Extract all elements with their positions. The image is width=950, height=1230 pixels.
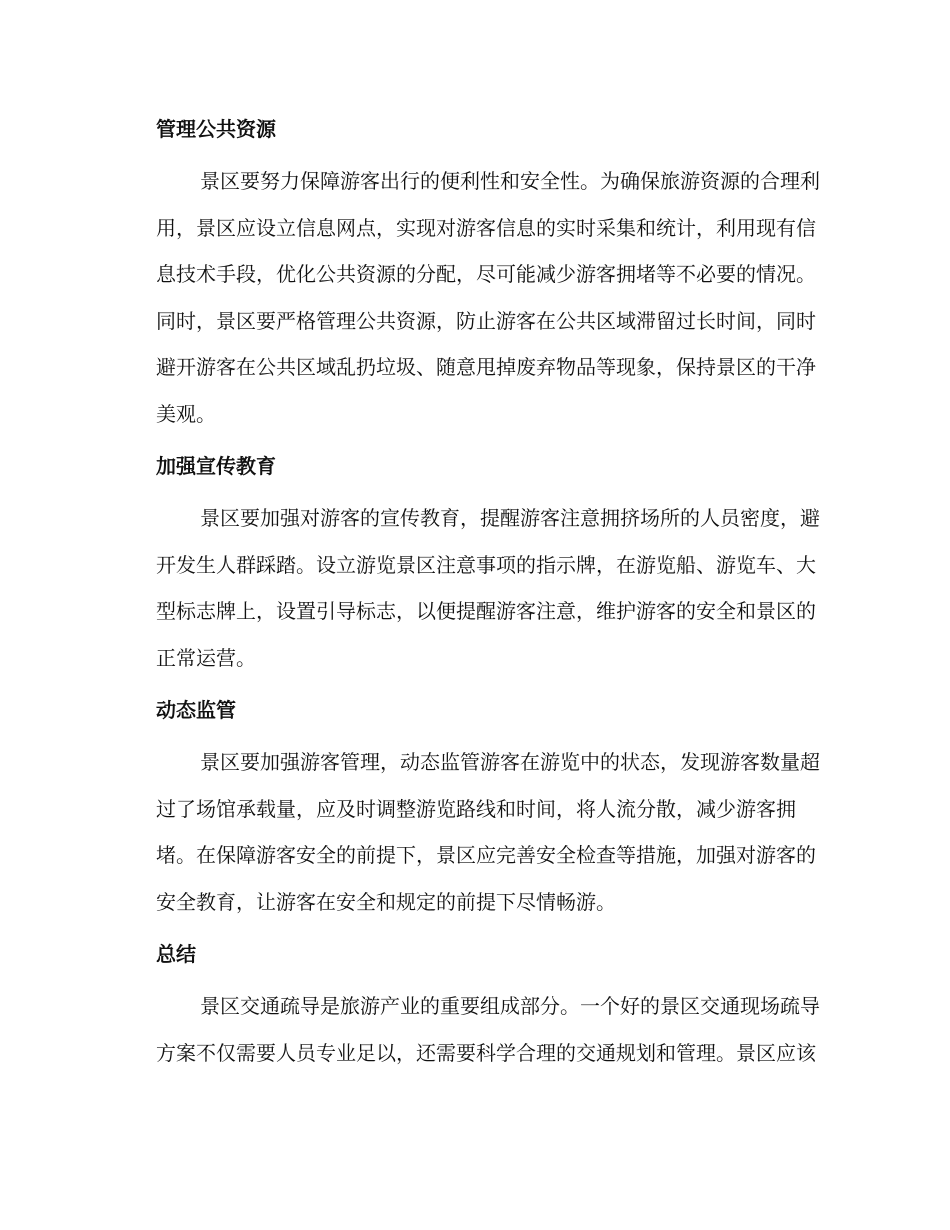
paragraph-dynamic-supervision — [112, 739, 830, 925]
paragraph-line: 息技术手段，优化公共资源的分配，尽可能减少游客拥堵等不必要的情况。 — [156, 262, 816, 286]
paragraph-line: 开发生人群踩踏。设立游览景区注意事项的指示牌，在游览船、游览车、大 — [156, 552, 816, 577]
document-page — [112, 104, 830, 1076]
paragraph-line: 方案不仅需要人员专业足以，还需要科学合理的交通规划和管理。景区应该 — [156, 1040, 816, 1065]
paragraph-summary — [112, 983, 830, 1076]
paragraph-line: 景区要加强游客管理，动态监管游客在游览中的状态，发现游客数量超 — [200, 750, 820, 774]
paragraph-public-resources — [112, 158, 830, 437]
paragraph-line: 美观。 — [156, 401, 216, 426]
section-heading-public-resources: 管理公共资源 — [156, 117, 276, 141]
paragraph-line: 景区交通疏导是旅游产业的重要组成部分。一个好的景区交通现场疏导 — [200, 994, 820, 1018]
paragraph-line: 景区要加强对游客的宣传教育，提醒游客注意拥挤场所的人员密度，避 — [200, 506, 820, 530]
section-heading-summary: 总结 — [156, 942, 196, 966]
section-heading-dynamic-supervision: 动态监管 — [156, 698, 236, 722]
paragraph-line: 堵。在保障游客安全的前提下，景区应完善安全检查等措施，加强对游客的 — [156, 843, 816, 867]
paragraph-line: 过了场馆承载量，应及时调整游览路线和时间，将人流分散，减少游客拥 — [156, 796, 796, 821]
paragraph-line: 景区要努力保障游客出行的便利性和安全性。为确保旅游资源的合理利 — [200, 169, 820, 193]
paragraph-line: 安全教育，让游客在安全和规定的前提下尽情畅游。 — [156, 889, 616, 914]
paragraph-line: 避开游客在公共区域乱扔垃圾、随意甩掉废弃物品等现象，保持景区的干净 — [156, 355, 816, 379]
paragraph-line: 型标志牌上，设置引导标志，以便提醒游客注意，维护游客的安全和景区的 — [156, 599, 816, 623]
paragraph-education — [112, 495, 830, 681]
section-heading-education: 加强宣传教育 — [156, 454, 276, 478]
paragraph-line: 用，景区应设立信息网点，实现对游客信息的实时采集和统计，利用现有信 — [156, 215, 816, 240]
paragraph-line: 正常运营。 — [156, 645, 256, 670]
paragraph-line: 同时，景区要严格管理公共资源，防止游客在公共区域滞留过长时间，同时 — [156, 308, 816, 333]
